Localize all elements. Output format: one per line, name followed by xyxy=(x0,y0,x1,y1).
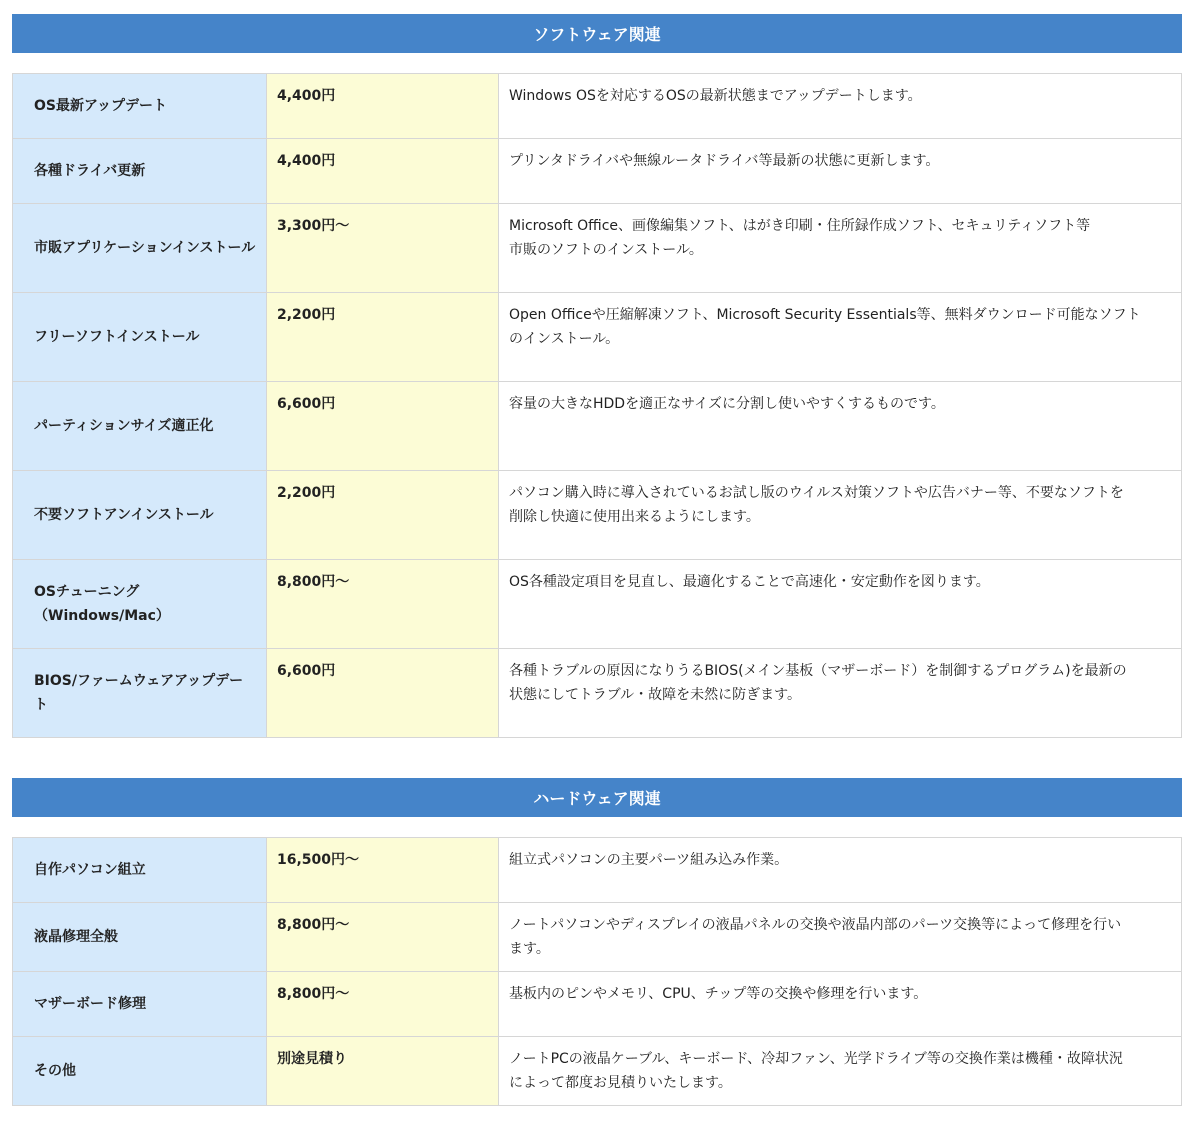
table-row xyxy=(13,1037,1182,1106)
service-name: 市販アプリケーションインストール xyxy=(13,204,267,293)
description-line: Microsoft Office、画像編集ソフト、はがき印刷・住所録作成ソフト、セキュリティソフト等 xyxy=(509,218,1091,234)
service-name: 各種ドライバ更新 xyxy=(13,139,267,204)
service-price: 4,400円 xyxy=(267,74,499,139)
table-row xyxy=(13,972,1182,1037)
table-row xyxy=(13,903,1182,972)
service-description xyxy=(499,204,1182,293)
service-price: 8,800円〜 xyxy=(267,903,499,972)
service-description xyxy=(499,649,1182,738)
hardware-price-table xyxy=(12,837,1182,1106)
service-description xyxy=(499,471,1182,560)
description-line: Windows OSを対応するOSの最新状態までアップデートします。 xyxy=(509,88,922,104)
hardware-section-title: ハードウェア関連 xyxy=(533,789,661,808)
service-price: 2,200円 xyxy=(267,471,499,560)
service-name: 液晶修理全般 xyxy=(13,903,267,972)
description-line: OS各種設定項目を見直し、最適化することで高速化・安定動作を図ります。 xyxy=(509,574,990,590)
description-line: 基板内のピンやメモリ、CPU、チップ等の交換や修理を行います。 xyxy=(509,986,928,1002)
table-row xyxy=(13,838,1182,903)
service-description xyxy=(499,139,1182,204)
software-section xyxy=(12,14,1182,713)
service-name: その他 xyxy=(13,1037,267,1106)
description-line: 状態にしてトラブル・故障を未然に防ぎます。 xyxy=(509,687,802,703)
service-name: パーティションサイズ適正化 xyxy=(13,382,267,471)
table-row xyxy=(13,382,1182,471)
table-row xyxy=(13,139,1182,204)
service-price: 6,600円 xyxy=(267,382,499,471)
software-section-title: ソフトウェア関連 xyxy=(533,25,661,44)
description-line: 市販のソフトのインストール。 xyxy=(509,242,703,258)
service-description xyxy=(499,1037,1182,1106)
software-section-header xyxy=(12,14,1182,53)
hardware-section xyxy=(12,778,1182,1091)
table-row xyxy=(13,649,1182,738)
software-price-table xyxy=(12,73,1182,738)
service-price: 6,600円 xyxy=(267,649,499,738)
service-name: フリーソフトインストール xyxy=(13,293,267,382)
service-name: マザーボード修理 xyxy=(13,972,267,1037)
service-description xyxy=(499,972,1182,1037)
service-name: BIOS/ファームウェアアップデート xyxy=(13,649,267,738)
service-price: 8,800円〜 xyxy=(267,560,499,649)
description-line: ノートPCの液晶ケーブル、キーボード、冷却ファン、光学ドライブ等の交換作業は機種・故障状況 xyxy=(509,1051,1123,1067)
table-row xyxy=(13,560,1182,649)
service-description xyxy=(499,560,1182,649)
service-price: 8,800円〜 xyxy=(267,972,499,1037)
description-line: パソコン購入時に導入されているお試し版のウイルス対策ソフトや広告バナー等、不要なソフトを xyxy=(509,485,1124,501)
description-line: 組立式パソコンの主要パーツ組み込み作業。 xyxy=(509,852,789,868)
service-description xyxy=(499,838,1182,903)
service-price: 4,400円 xyxy=(267,139,499,204)
service-name: OSチューニング（Windows/Mac） xyxy=(13,560,267,649)
table-row xyxy=(13,74,1182,139)
hardware-section-header xyxy=(12,778,1182,817)
service-description xyxy=(499,903,1182,972)
service-description xyxy=(499,293,1182,382)
description-line: 各種トラブルの原因になりうるBIOS(メイン基板（マザーボード）を制御するプログラム)を最新の xyxy=(509,663,1127,679)
description-line: のインストール。 xyxy=(509,331,620,347)
service-price: 16,500円〜 xyxy=(267,838,499,903)
service-price: 2,200円 xyxy=(267,293,499,382)
description-line: 削除し快適に使用出来るようにします。 xyxy=(509,509,760,525)
service-description xyxy=(499,382,1182,471)
description-line: によって都度お見積りいたします。 xyxy=(509,1075,732,1091)
description-line: プリンタドライバや無線ルータドライバ等最新の状態に更新します。 xyxy=(509,153,940,169)
table-row xyxy=(13,204,1182,293)
description-line: ノートパソコンやディスプレイの液晶パネルの交換や液晶内部のパーツ交換等によって修理を行い xyxy=(509,917,1122,933)
service-description xyxy=(499,74,1182,139)
table-row xyxy=(13,293,1182,382)
description-line: ます。 xyxy=(509,941,550,957)
service-name: 自作パソコン組立 xyxy=(13,838,267,903)
service-price: 別途見積り xyxy=(267,1037,499,1106)
description-line: Open Officeや圧縮解凍ソフト、Microsoft Security Essentials等、無料ダウンロード可能なソフト xyxy=(509,307,1141,323)
service-name: OS最新アップデート xyxy=(13,74,267,139)
service-price: 3,300円〜 xyxy=(267,204,499,293)
service-name: 不要ソフトアンインストール xyxy=(13,471,267,560)
table-row xyxy=(13,471,1182,560)
description-line: 容量の大きなHDDを適正なサイズに分割し使いやすくするものです。 xyxy=(509,396,945,412)
